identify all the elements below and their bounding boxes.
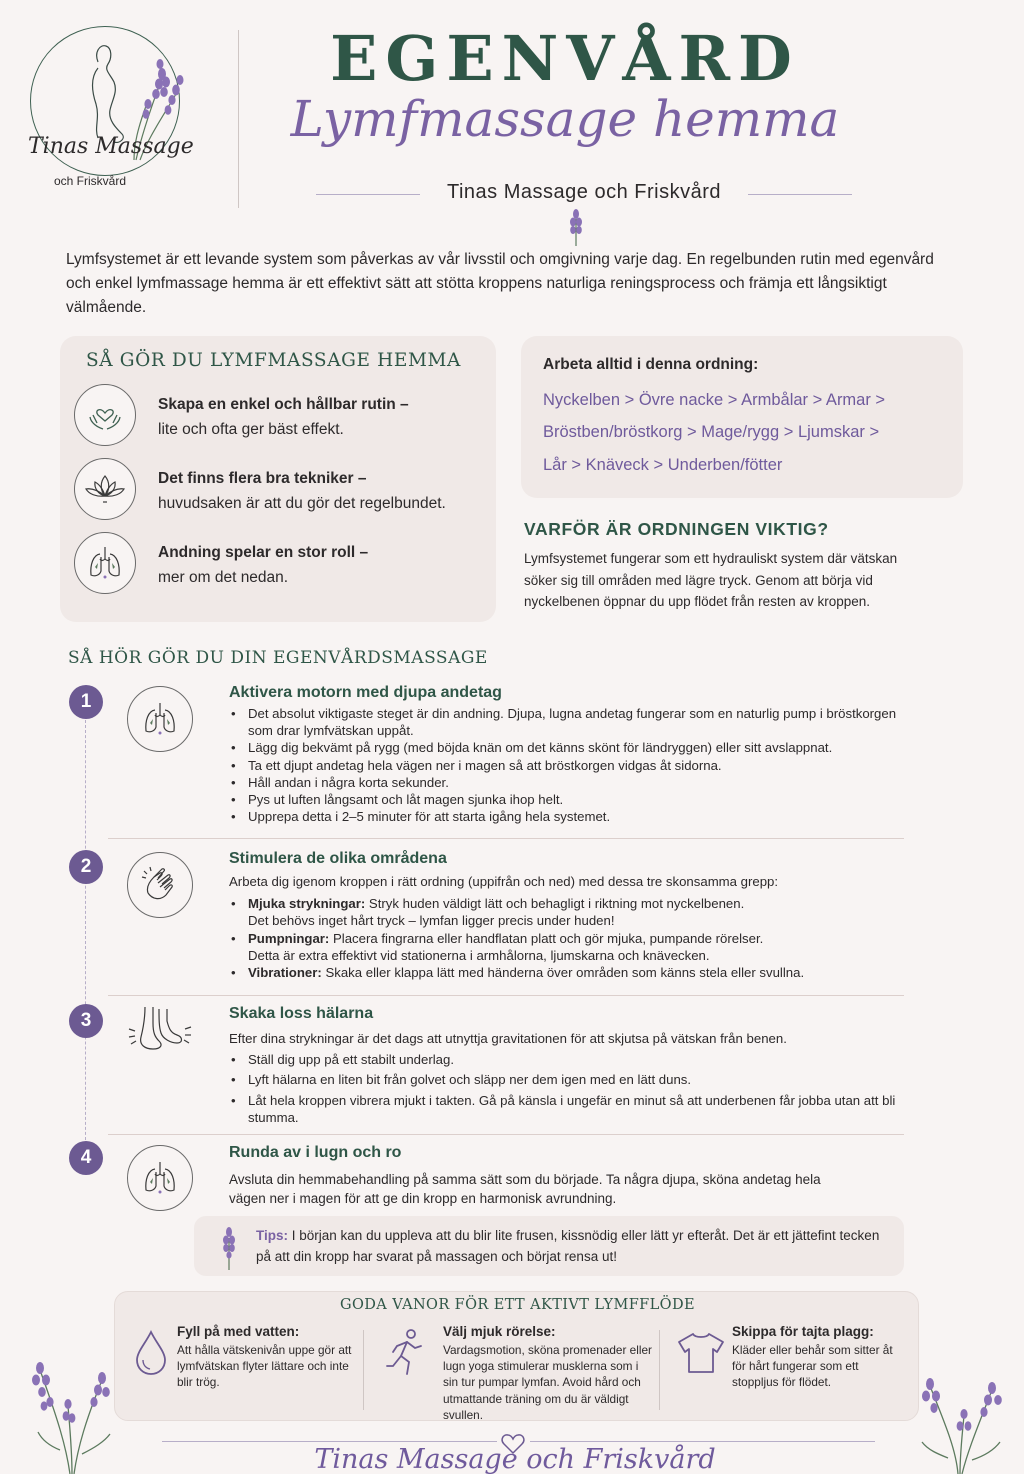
heart-hands-icon: [74, 384, 136, 446]
bullet-text: Stryk huden väldigt lätt och behagligt i riktning mot nyckelbenen.: [365, 896, 745, 912]
how-item-text: [158, 466, 446, 516]
steps-section-title: SÅ HÖR GÖR DU DIN EGENVÅRDSMASSAGE: [68, 648, 488, 668]
step-bullet: [229, 964, 901, 981]
habit-title: Välj mjuk rörelse:: [443, 1324, 556, 1339]
lavender-icon: [912, 1370, 1008, 1474]
footer-signature: Tinas Massage och Friskvård: [314, 1444, 716, 1474]
habit-text: Kläder eller behår som sitter åt för hårt fungerar som ett stoppljus för flödet.: [732, 1343, 893, 1390]
tip-box: [194, 1216, 904, 1276]
order-line: Nyckelben > Övre nacke > Armbålar > Armar >: [543, 391, 886, 409]
step-bullet: • Ställ dig upp på ett stabilt underlag.: [229, 1051, 901, 1068]
step-divider: [108, 995, 904, 996]
lavender-icon: [20, 1350, 116, 1474]
why-text: Lymfsystemet fungerar som ett hydrauliskt system där vätskan söker sig till områden med lägre tryck. Genom att börja vid nyckelbenen öppnar du upp flödet från resten av kroppen.: [524, 551, 898, 609]
bullet-bold: Pumpningar:: [248, 930, 330, 946]
bullet-bold: Mjuka strykningar:: [248, 896, 366, 912]
step-bullet: • Håll andan i några korta sekunder.: [229, 774, 901, 791]
step-bullet: [229, 895, 901, 929]
tip-text: [256, 1225, 896, 1267]
page-title: EGENVÅRD: [330, 22, 800, 95]
logo-script-text: Tinas Massage: [28, 134, 194, 159]
step-title: Runda av i lugn och ro: [229, 1144, 402, 1161]
step-intro: Arbeta dig igenom kroppen i rätt ordning (uppifrån och ned) med dessa tre skonsamma grepp:: [229, 874, 779, 889]
lavender-icon: [218, 1226, 240, 1270]
bullet-bold: Vibrationer:: [248, 965, 322, 981]
how-item-text: [158, 392, 409, 442]
how-item-text: [158, 540, 368, 590]
bullet-text: Placera fingrarna eller handflatan platt och gör mjuka, pumpande rörelser.: [329, 930, 764, 946]
page-subtitle: Tinas Massage och Friskvård: [447, 181, 721, 203]
step-body: [229, 873, 901, 981]
step-bullet: • Upprepa detta i 2–5 minuter för att starta igång hela systemet.: [229, 808, 901, 825]
step-divider: [108, 1134, 904, 1135]
footer-rule-right: [530, 1441, 875, 1442]
tip-body: I början kan du uppleva att du blir lite frusen, kissnödig eller lätt yr efteråt. Det är ett jättefint tecken på att din kropp har svarat på massagen och börjat rensa ut!: [256, 1228, 880, 1264]
intro-text: Lymfsystemet är ett levande system som påverkas av vår livsstil och omgivning varje dag. En regelbunden rutin med egenvård och enkel lymfmassage hemma är ett effektivt sätt att stötta kroppens naturliga reningsprocess och främja ett långsiktigt välmående.: [66, 251, 934, 316]
habit-water: [177, 1324, 357, 1391]
habits-title: GODA VANOR FÖR ETT AKTIVT LYMFFLÖDE: [340, 1297, 695, 1313]
logo: [22, 22, 192, 192]
bullet-text: Detta är extra effektivt vid stationerna i armhålorna, ljumskarna och knävecken.: [248, 947, 710, 963]
order-line: Lår > Knäveck > Underben/fötter: [543, 456, 783, 474]
step-bullet: • Låt hela kroppen vibrera mjukt i takten. Gå på känsla i ungefär en minut så att underbenen får jobba utan att bli stumma.: [229, 1092, 901, 1126]
habit-divider: [363, 1330, 364, 1410]
tip-label: Tips:: [256, 1228, 289, 1243]
step-bullet: • Lägg dig bekvämt på rygg (med böjda knän om det känns skönt för ländryggen) eller sitt avslappnat.: [229, 739, 901, 756]
habit-movement: [443, 1324, 653, 1423]
how-to-card: [60, 336, 496, 622]
lungs-icon: [74, 532, 136, 594]
clapping-hands-icon: [127, 852, 193, 918]
order-card: [521, 336, 963, 498]
step-number: 3: [69, 1004, 103, 1038]
step-bullet: • Ta ett djupt andetag hela vägen ner i magen så att bröstkorgen vidgas åt sidorna.: [229, 757, 901, 774]
step-number: 4: [69, 1141, 103, 1175]
steps-timeline: [85, 720, 86, 1150]
subtitle-rule-left: [316, 194, 420, 195]
step-bullet: [229, 930, 901, 964]
step-title: Aktivera motorn med djupa andetag: [229, 684, 502, 701]
step-body: [229, 1030, 901, 1126]
step-divider: [108, 838, 904, 839]
order-line: Bröstben/bröstkorg > Mage/rygg > Ljumskar >: [543, 423, 880, 441]
step-title: Skaka loss hälarna: [229, 1005, 374, 1022]
order-heading: Arbeta alltid i denna ordning:: [543, 356, 759, 373]
habits-box: [114, 1291, 919, 1421]
habit-text: Vardagsmotion, sköna promenader eller lugn yoga stimulerar musklerna som i sin tur pumpar lymfan. Avoid hård och utmattande träning om du är väldigt svullen.: [443, 1343, 652, 1422]
tshirt-icon: [677, 1332, 725, 1374]
habit-title: Fyll på med vatten:: [177, 1324, 300, 1339]
how-item-rest: mer om det nedan.: [158, 569, 289, 586]
subtitle-rule-right: [748, 194, 852, 195]
header-divider: [238, 30, 239, 208]
lungs-icon: [127, 1145, 193, 1211]
habit-title: Skippa för tajta plagg:: [732, 1324, 874, 1339]
step-title: Stimulera de olika områdena: [229, 850, 447, 867]
step-intro: Efter dina strykningar är det dags att utnyttja gravitationen för att skjutsa på vätskan från benen.: [229, 1031, 787, 1046]
lotus-icon: [74, 458, 136, 520]
step-body: [229, 705, 901, 825]
bullet-text: Det behövs inget hårt tryck – lymfan ligger precis under huden!: [248, 913, 615, 929]
logo-subtext: och Friskvård: [54, 174, 127, 188]
footer-rule-left: [162, 1441, 497, 1442]
how-item-breathing: [74, 532, 484, 596]
page-script-title: Lymfmassage hemma: [290, 90, 840, 148]
water-drop-icon: [133, 1330, 169, 1376]
how-to-title: SÅ GÖR DU LYMFMASSAGE HEMMA: [86, 350, 461, 371]
how-item-rest: huvudsaken är att du gör det regelbundet.: [158, 495, 446, 512]
how-item-routine: [74, 384, 484, 448]
how-item-bold: Det finns flera bra tekniker –: [158, 470, 367, 487]
why-title: VARFÖR ÄR ORDNINGEN VIKTIG?: [524, 519, 829, 539]
step-bullet: • Lyft hälarna en liten bit från golvet och släpp ner dem igen med en lätt duns.: [229, 1071, 901, 1088]
how-item-techniques: [74, 458, 484, 522]
bullet-text: Skaka eller klappa lätt med händerna över områden som känns stela eller svullna.: [321, 965, 805, 981]
running-person-icon: [385, 1328, 425, 1380]
step-bullet: • Pys ut luften långsamt och låt magen sjunka ihop helt.: [229, 791, 901, 808]
lungs-icon: [127, 686, 193, 752]
how-item-bold: Andning spelar en stor roll –: [158, 544, 369, 561]
habit-clothing: [732, 1324, 908, 1391]
step-body: Avsluta din hemmabehandling på samma sätt som du började. Ta några djupa, sköna andetag hela vägen ner i magen för att ge din kropp en harmonisk avrundning.: [229, 1172, 821, 1206]
step-number: 1: [69, 685, 103, 719]
how-item-bold: Skapa en enkel och hållbar rutin –: [158, 396, 409, 413]
step-number: 2: [69, 850, 103, 884]
habit-divider: [659, 1330, 660, 1410]
how-item-rest: lite och ofta ger bäst effekt.: [158, 421, 344, 438]
lavender-icon: [566, 208, 586, 246]
habit-text: Att hålla vätskenivån uppe gör att lymfvätskan flyter lättare och inte blir trög.: [177, 1343, 352, 1390]
step-bullet: • Det absolut viktigaste steget är din andning. Djupa, lugna andetag fungerar som en naturlig pump i bröstkorgen som drar lymfvätskan uppåt.: [229, 705, 901, 739]
feet-icon: [127, 996, 193, 1062]
